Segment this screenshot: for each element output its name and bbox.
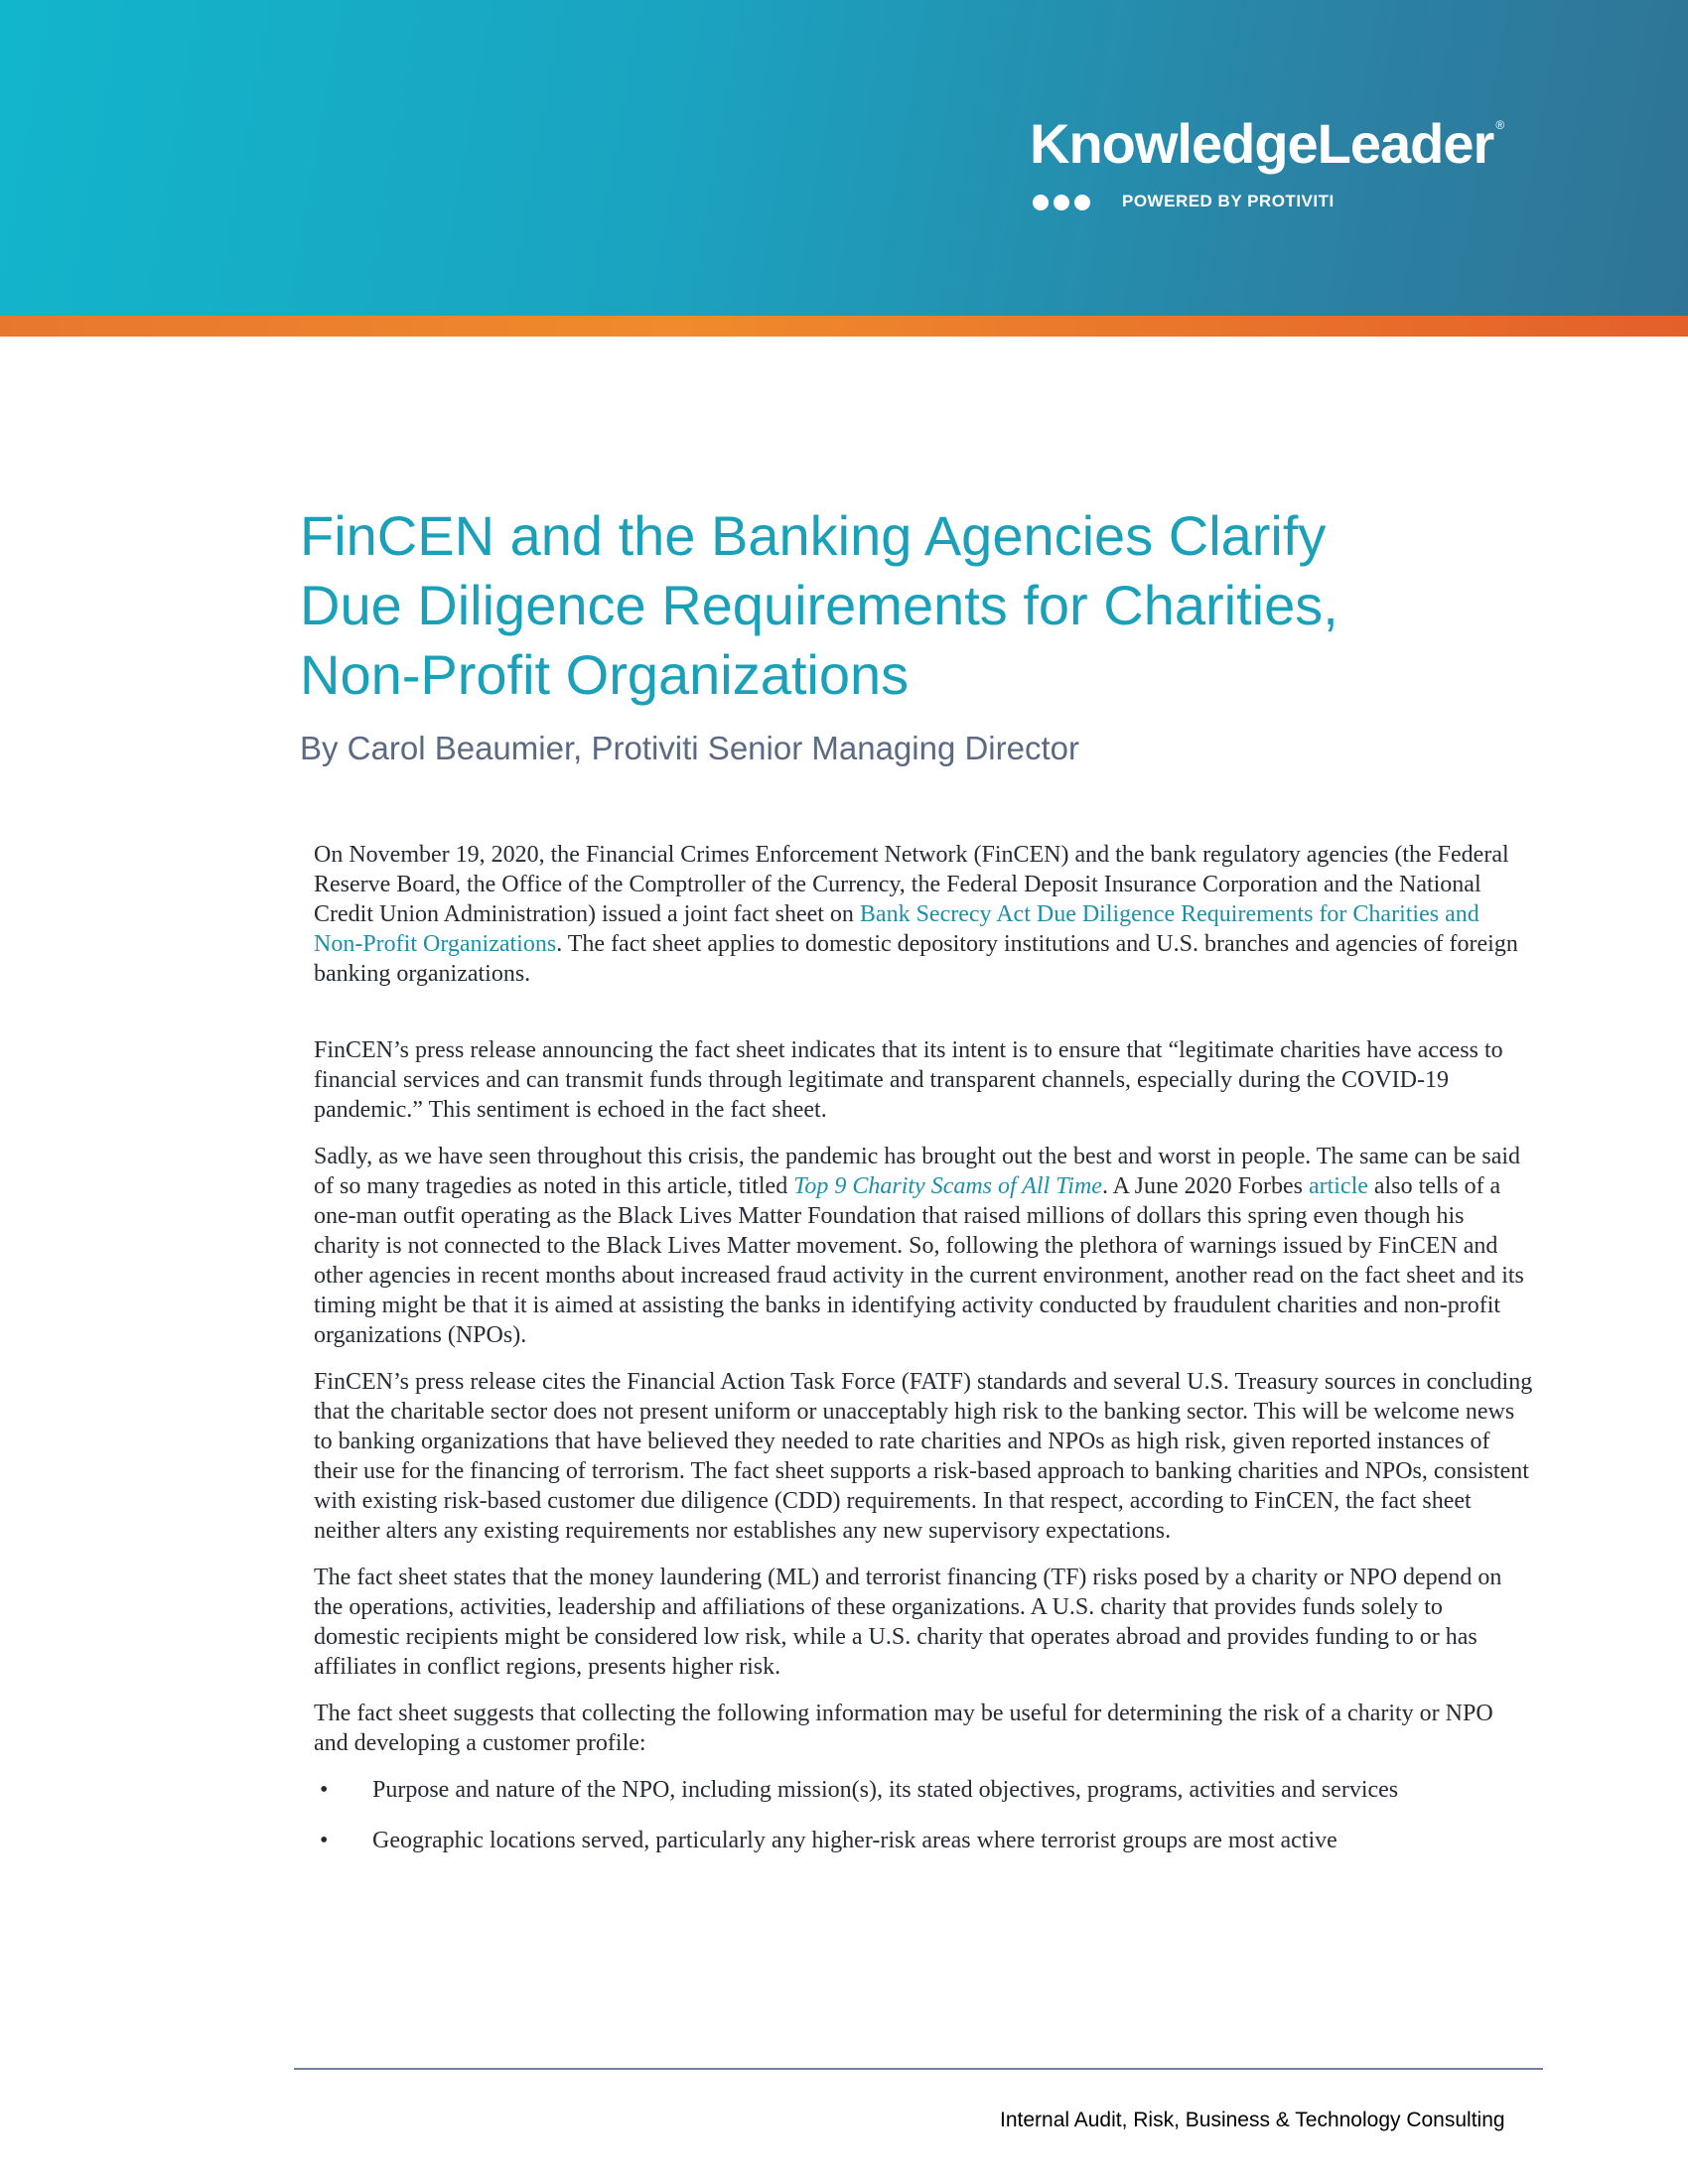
article-body [314,840,1533,1876]
paragraph-scams [314,1142,1533,1350]
list-item [314,1775,1533,1805]
title-line: Due Diligence Requirements for Charities, [300,574,1338,636]
powered-by-label: POWERED BY PROTIVITI [1122,192,1335,210]
list-item-text: Geographic locations served, particularly any higher-risk areas where terrorist groups are most active [372,1828,1337,1853]
bullet-list [314,1775,1533,1855]
header-banner [0,0,1688,316]
accent-bar [0,316,1688,337]
footer-text: Internal Audit, Risk, Business & Technology Consulting [1000,2109,1505,2131]
paragraph-intro [314,840,1533,989]
trademark-mark: ® [1495,118,1504,132]
forbes-article-link[interactable]: article [1308,1173,1368,1199]
paragraph-fatf: FinCEN’s press release cites the Financial Action Task Force (FATF) standards and several U.S. Treasury sources in concluding that the charitable sector does not present uniform or unacceptably high risk to the banking sector. This will be welcome news to banking organizations that have believed they needed to rate charities and NPOs as high risk, given reported instances of their use for the financing of terrorism. The fact sheet supports a risk-based approach to banking charities and NPOs, consistent with existing risk-based customer due diligence (CDD) requirements. In that respect, according to FinCEN, the fact sheet neither alters any existing requirements nor establishes any new supervisory expectations. [314,1369,1533,1544]
footer-divider [294,2068,1543,2070]
byline: By Carol Beaumier, Protiviti Senior Managing Director [300,730,1079,766]
paragraph-text: also tells of a one-man outfit operating as the Black Lives Matter Foundation that raised millions of dollars this spring even though his charity is not connected to the Black Lives Matter movement. So, following the plethora of warnings issued by FinCEN and other agencies in recent months about increased fraud activity in the current environment, another read on the fact sheet and its timing might be that it is aimed at assisting the banks in identifying activity conducted by fraudulent charities and non-profit organizations (NPOs). [314,1173,1524,1348]
title-line: FinCEN and the Banking Agencies Clarify [300,504,1327,567]
paragraph-press-release: FinCEN’s press release announcing the fact sheet indicates that its intent is to ensure that “legitimate charities have access to financial services and can transmit funds through legitimate and transparent channels, especially during the COVID-19 pandemic.” This sentiment is echoed in the fact sheet. [314,1037,1503,1123]
list-item [314,1826,1533,1855]
title-line: Non-Profit Organizations [300,643,910,706]
brand-dots-icon [1033,195,1095,210]
brand-name: KnowledgeLeader [1030,112,1494,175]
charity-scams-link[interactable]: Top 9 Charity Scams of All Time [793,1173,1102,1199]
fact-sheet-link[interactable]: Bank Secrecy Act Due Diligence Requirements for Charities and Non-Profit Organizations [314,901,1479,957]
paragraph-text: Sadly, as we have seen throughout this crisis, the pandemic has brought out the best and worst in people. The same can be said of so many tragedies as noted in this article, titled [314,1144,1521,1199]
paragraph-text: . The fact sheet applies to domestic depository institutions and U.S. branches and agencies of foreign banking organizations. [314,931,1518,987]
paragraph-risks: The fact sheet states that the money laundering (ML) and terrorist financing (TF) risks posed by a charity or NPO depend on the operations, activities, leadership and affiliations of these organizations. A U.S. charity that provides funds solely to domestic recipients might be considered low risk, while a U.S. charity that operates abroad and provides funding to or has affiliates in conflict regions, presents higher risk. [314,1565,1502,1680]
paragraph-information: The fact sheet suggests that collecting the following information may be useful for determining the risk of a charity or NPO and developing a customer profile: [314,1701,1493,1756]
list-item-text: Purpose and nature of the NPO, including mission(s), its stated objectives, programs, activities and services [372,1777,1399,1803]
paragraph-text: On November 19, 2020, the Financial Crimes Enforcement Network (FinCEN) and the bank regulatory agencies (the Federal Reserve Board, the Office of the Comptroller of the Currency, the Federal Deposit Insurance Corporation and the National Credit Union Administration) issued a joint fact sheet on [314,842,1509,927]
paragraph-text: . A June 2020 Forbes [1101,1173,1309,1199]
bullet-icon: • [320,1777,329,1803]
brand-logo [1030,111,1503,176]
bullet-icon: • [320,1828,329,1853]
document-title [300,501,1491,710]
